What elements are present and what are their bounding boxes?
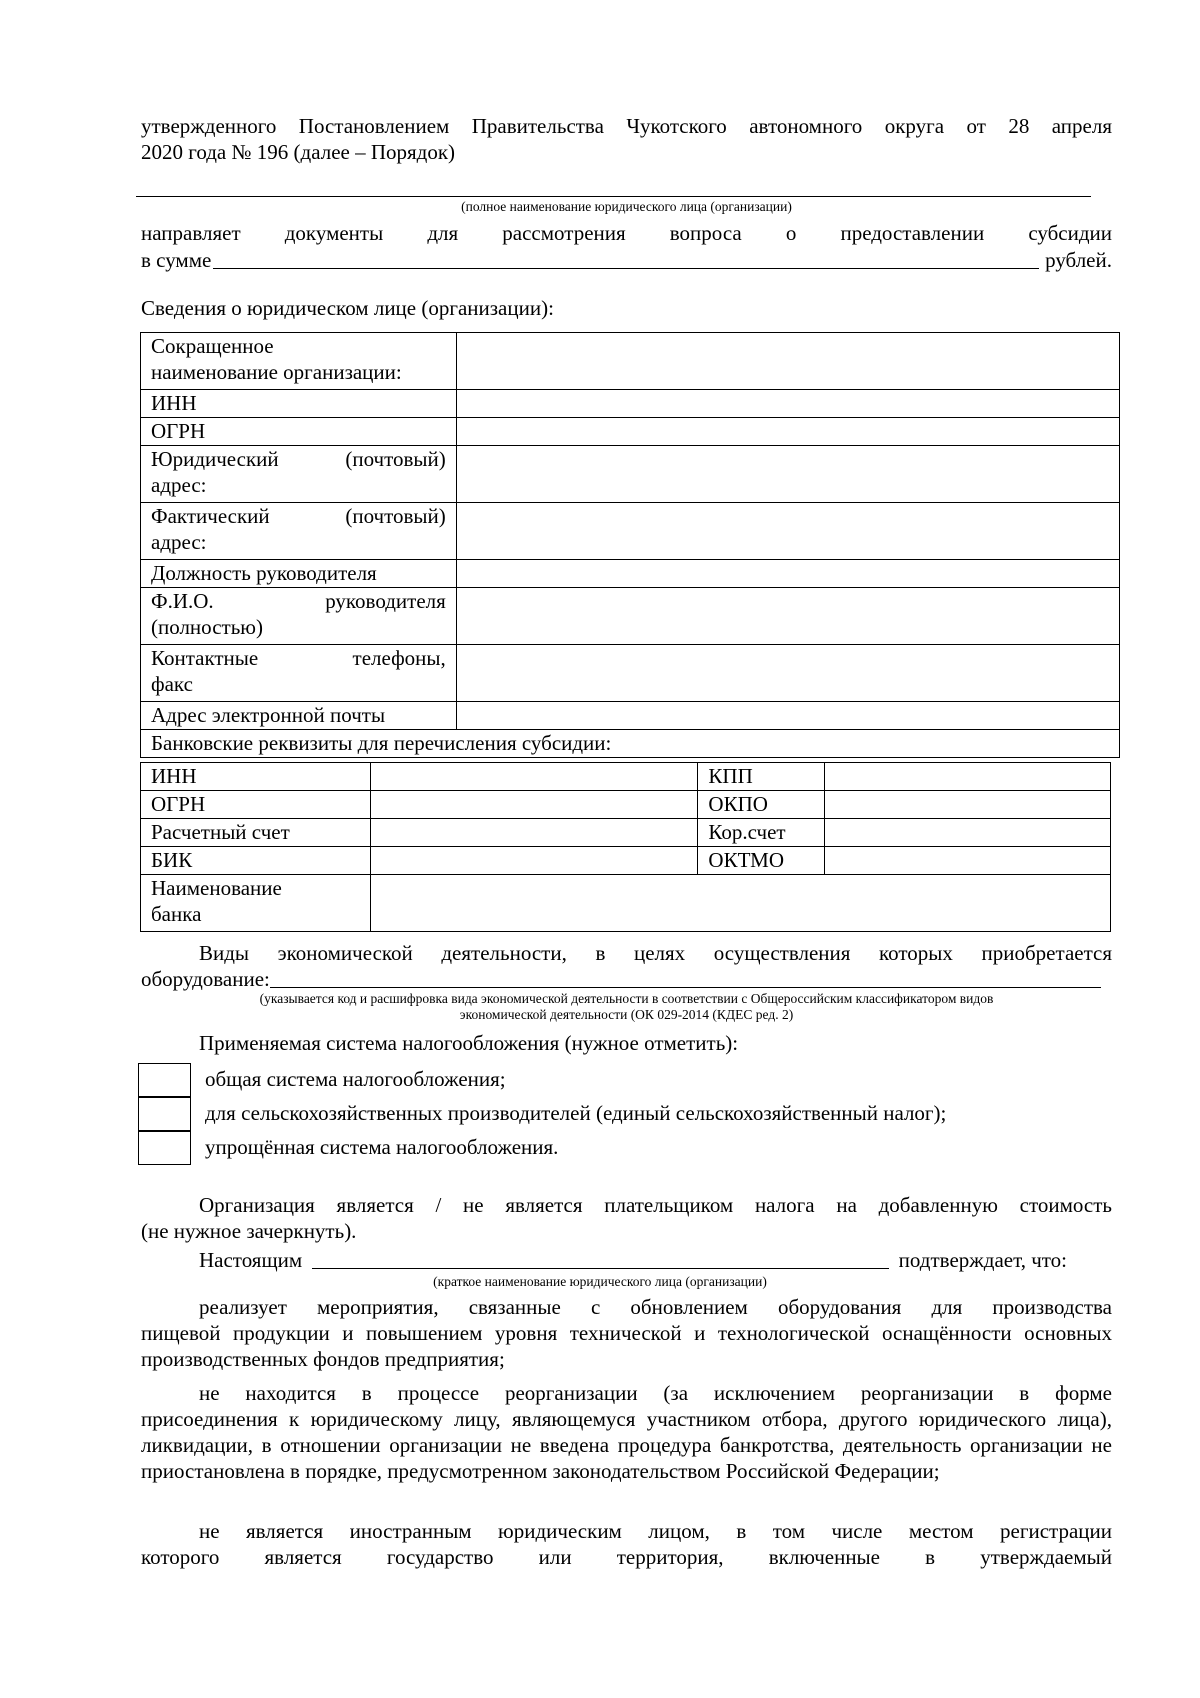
label-line: банка	[151, 902, 202, 926]
statement-1	[141, 1294, 1112, 1372]
label-line: Должность руководителя	[151, 561, 377, 585]
label-line: Фактический (почтовый)	[151, 504, 446, 528]
request-word: рассмотрения	[502, 221, 626, 245]
table-row	[141, 702, 1120, 730]
statement-2	[141, 1380, 1112, 1484]
activities-line-2	[141, 966, 1101, 992]
table-row	[141, 875, 1111, 932]
confirm-org-field[interactable]	[312, 1248, 888, 1269]
bank-label-account: Расчетный счет	[141, 819, 371, 847]
table-row	[141, 819, 1111, 847]
request-line-2	[141, 247, 1112, 273]
confirm-suffix: подтверждает, что:	[898, 1248, 1067, 1272]
bank-value-bik[interactable]	[370, 847, 698, 875]
bank-value-okpo[interactable]	[825, 791, 1111, 819]
activities-field[interactable]	[270, 967, 1101, 988]
statement-1-first-line: реализует мероприятия, связанные с обновлением оборудования для производства	[199, 1295, 1112, 1319]
bank-label-bik: БИК	[141, 847, 371, 875]
label-line: ОГРН	[151, 419, 206, 443]
org-value-actual-address[interactable]	[456, 503, 1119, 560]
org-label-inn	[141, 390, 457, 418]
org-value-phones[interactable]	[456, 645, 1119, 702]
bank-value-kpp[interactable]	[825, 763, 1111, 791]
org-value-head-position[interactable]	[456, 560, 1119, 588]
table-row	[141, 645, 1120, 702]
table-row	[141, 847, 1111, 875]
label-line: Сокращенное	[151, 334, 274, 358]
request-word: для	[427, 221, 459, 245]
tax-option-checkbox-simplified[interactable]	[138, 1131, 191, 1165]
bank-label-oktmo: ОКТМО	[698, 847, 825, 875]
org-label-head-position	[141, 560, 457, 588]
table-row	[141, 333, 1120, 390]
org-label-phones	[141, 645, 457, 702]
table-row	[141, 418, 1120, 446]
statement-2-first-line: не находится в процессе реорганизации (за исключением реорганизации в форме	[199, 1381, 1112, 1405]
statement-3-rest: которого является государство или территория, включенные в утверждаемый	[141, 1545, 1112, 1569]
tax-system-title: Применяемая система налогообложения (нужное отметить):	[199, 1031, 739, 1055]
tax-option-label-general: общая система налогообложения;	[205, 1067, 506, 1091]
bank-label-ogrn: ОГРН	[141, 791, 371, 819]
org-label-head-name	[141, 588, 457, 645]
org-label-email	[141, 702, 457, 730]
table-row	[141, 390, 1120, 418]
org-full-name-caption: (полное наименование юридического лица (организации)	[461, 199, 792, 214]
bank-details-header: Банковские реквизиты для перечисления субсидии:	[141, 730, 1120, 758]
request-word: о	[785, 221, 797, 245]
table-row	[141, 730, 1120, 758]
request-word: субсидии	[1028, 221, 1112, 245]
activities-label: оборудование:	[141, 967, 270, 991]
intro-line-2: 2020 года № 196 (далее – Порядок)	[141, 140, 456, 164]
confirm-caption: (краткое наименование юридического лица (организации)	[433, 1274, 767, 1289]
bank-value-name[interactable]	[370, 875, 1110, 932]
org-value-legal-address[interactable]	[456, 446, 1119, 503]
org-label-ogrn	[141, 418, 457, 446]
label-line: адрес:	[151, 530, 207, 554]
label-line: Адрес электронной почты	[151, 703, 386, 727]
statement-3-first-line: не является иностранным юридическим лицом, в том числе местом регистрации	[199, 1519, 1112, 1543]
label-line: Контактные телефоны,	[151, 646, 446, 670]
amount-field[interactable]	[213, 247, 1039, 269]
org-info-table	[140, 332, 1120, 758]
tax-option-checkbox-general[interactable]	[138, 1063, 191, 1097]
vat-line-2: (не нужное зачеркнуть).	[141, 1219, 357, 1243]
bank-label-kpp: КПП	[698, 763, 825, 791]
label-line: наименование организации:	[151, 360, 402, 384]
section-title: Сведения о юридическом лице (организации):	[141, 296, 554, 320]
org-value-email[interactable]	[456, 702, 1119, 730]
tax-option-label-agricultural: для сельскохозяйственных производителей (единый сельскохозяйственный налог);	[205, 1101, 947, 1125]
bank-value-oktmo[interactable]	[825, 847, 1111, 875]
tax-option-checkbox-agricultural[interactable]	[138, 1097, 191, 1131]
label-line: Наименование	[151, 876, 282, 900]
table-row	[141, 446, 1120, 503]
bank-label-inn: ИНН	[141, 763, 371, 791]
table-row	[141, 763, 1111, 791]
request-word: предоставлении	[840, 221, 985, 245]
amount-suffix: рублей.	[1045, 248, 1112, 272]
bank-details-table	[140, 762, 1111, 932]
bank-label-name	[141, 875, 371, 932]
org-value-head-name[interactable]	[456, 588, 1119, 645]
intro-line-1: утвержденного Постановлением Правительства Чукотского автономного округа от 28 апреля	[141, 114, 1112, 138]
table-row	[141, 588, 1120, 645]
statement-3	[141, 1518, 1112, 1570]
bank-value-account[interactable]	[370, 819, 698, 847]
confirm-prefix: Настоящим	[199, 1248, 303, 1272]
activities-caption-1: (указывается код и расшифровка вида экономической деятельности в соответствии с Общероссийским классификатором видов	[259, 991, 994, 1006]
table-row	[141, 560, 1120, 588]
bank-label-okpo: ОКПО	[698, 791, 825, 819]
activities-caption-2: экономической деятельности (ОК 029-2014 (КДЕС ред. 2)	[459, 1007, 794, 1022]
org-value-inn[interactable]	[456, 390, 1119, 418]
table-row	[141, 503, 1120, 560]
org-full-name-line[interactable]	[136, 196, 1091, 197]
org-label-legal-address	[141, 446, 457, 503]
amount-prefix: в сумме	[141, 248, 212, 272]
label-line: Юридический (почтовый)	[151, 447, 446, 471]
request-word: вопроса	[669, 221, 742, 245]
label-line: адрес:	[151, 473, 207, 497]
bank-label-corr-account: Кор.счет	[698, 819, 825, 847]
request-word: документы	[284, 221, 384, 245]
vat-line-1: Организация является / не является плательщиком налога на добавленную стоимость	[199, 1193, 1112, 1217]
statement-2-rest: присоединения к юридическому лицу, являющемуся участником отбора, другого юридического лица), ликвидации, в отношении организации не введена процедура банкротства, деятельность организации не приостановлена в порядке, предусмотренном законодательством Российской Федерации;	[141, 1407, 1112, 1483]
org-value-ogrn[interactable]	[456, 418, 1119, 446]
label-line: (полностью)	[151, 615, 263, 639]
org-label-short-name	[141, 333, 457, 390]
org-label-actual-address	[141, 503, 457, 560]
bank-value-corr-account[interactable]	[825, 819, 1111, 847]
bank-value-ogrn[interactable]	[370, 791, 698, 819]
tax-option-label-simplified: упрощённая система налогообложения.	[205, 1135, 559, 1159]
label-line: ИНН	[151, 391, 197, 415]
label-line: Ф.И.О. руководителя	[151, 589, 446, 613]
org-value-short-name[interactable]	[456, 333, 1119, 390]
request-word: направляет	[141, 221, 241, 245]
statement-1-rest: пищевой продукции и повышением уровня технической и технологической оснащённости основных производственных фондов предприятия;	[141, 1321, 1112, 1371]
request-line-1	[141, 220, 1112, 246]
label-line: факс	[151, 672, 193, 696]
table-row	[141, 791, 1111, 819]
confirm-line	[199, 1247, 1067, 1273]
activities-line-1: Виды экономической деятельности, в целях осуществления которых приобретается	[199, 941, 1112, 965]
bank-value-inn[interactable]	[370, 763, 698, 791]
